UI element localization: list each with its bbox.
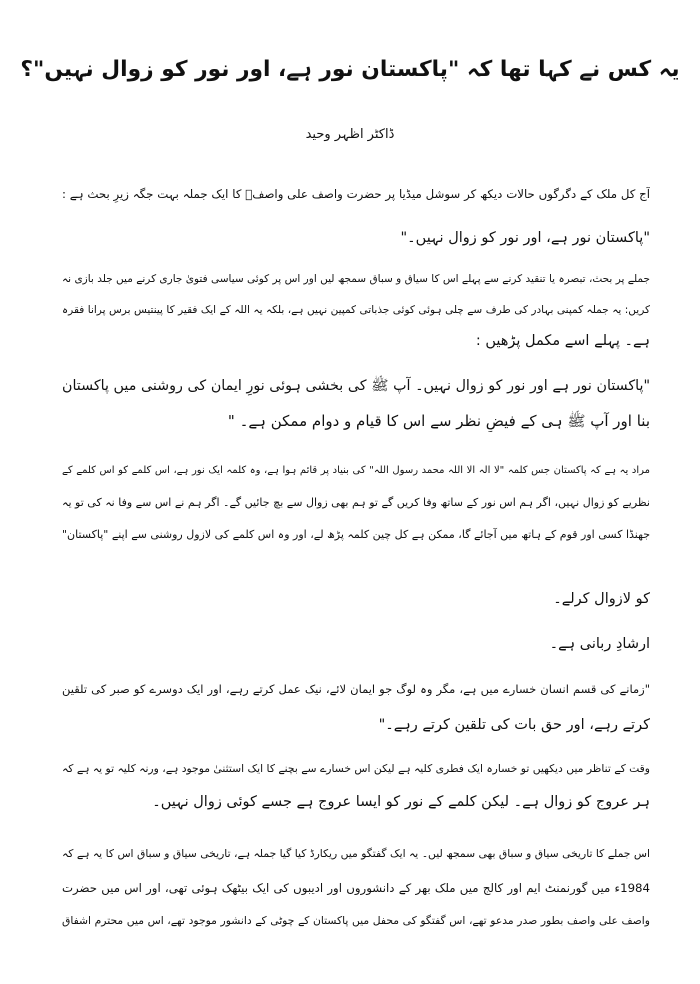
paragraph-line: جھنڈا کسی اور قوم کے ہاتھ میں آجائے گا، ممکن ہے کل چین کلمہ پڑھ لے، اور وہ اس کلمے کی لازول روشنی سے اپنے "پاکستان" bbox=[62, 528, 650, 541]
quote-line: "زمانے کی قسم انسان خسارے میں ہے، مگر وہ لوگ جو ایمان لائے، نیک عمل کرتے رہے، اور ایک دوسرے کو صبر کی تلقین bbox=[62, 682, 650, 696]
paragraph-line: اس جملے کا تاریخی سیاق و سباق بھی سمجھ لیں۔ یہ ایک گفتگو میں ریکارڈ کیا گیا جملہ ہے، تاریخی سیاق و سباق اس کا یہ ہے کہ bbox=[62, 847, 650, 860]
paragraph-line: کو لازوال کرلے۔ bbox=[553, 591, 650, 607]
paragraph-line: نظریے کو زوال نہیں، اگر ہم اس نور کے ساتھ وفا کریں گے تو ہم بھی زوال سے بچ جائیں گے۔ اگر ہم نے اس سے وفا نہ کی تو یہ bbox=[62, 496, 650, 509]
paragraph-line: ہے۔ پہلے اسے مکمل پڑھیں : bbox=[475, 333, 650, 349]
quote-line: بنا اور آپ ﷺ ہی کے فیضِ نظر سے اس کا قیام و دوام ممکن ہے۔ " bbox=[227, 412, 650, 430]
paragraph-line: وقت کے تناظر میں دیکھیں تو خسارہ ایک فطری کلیہ ہے لیکن اس خسارے سے بچنے کا ایک استثنیٰ موجود ہے، ورنہ کلیہ تو یہ ہے کہ bbox=[62, 762, 650, 775]
quote-line: "پاکستان نور ہے، اور نور کو زوال نہیں۔" bbox=[400, 230, 650, 246]
paragraph-line: کریں: یہ جملہ کمپنی بہادر کی طرف سے چلی ہوئی کوئی جذباتی کمپین نہیں ہے، بلکہ یہ اللہ کے ایک فقیر کا پینتیس برس پرانا فقرہ bbox=[62, 304, 650, 316]
article-author: ڈاکٹر اظہر وحید bbox=[305, 127, 395, 142]
paragraph-line: واصف علی واصف بطور صدر مدعو تھے، اس گفتگو کی محفل میں پاکستان کے چوٹی کے دانشور موجود تھے، اس میں محترم اشفاق bbox=[62, 914, 650, 927]
paragraph-line: ہر عروج کو زوال ہے۔ لیکن کلمے کے نور کو ایسا عروج ہے جسے کوئی زوال نہیں۔ bbox=[152, 794, 650, 810]
article-title: یہ کس نے کہا تھا کہ "پاکستان نور ہے، اور نور کو زوال نہیں"؟ bbox=[20, 57, 680, 82]
paragraph-line: مراد یہ ہے کہ پاکستان جس کلمہ "لا الہ الا اللہ محمد رسول اللہ" کی بنیاد پر قائم ہوا ہے، وہ کلمہ ایک نور ہے، اس کلمے کو اس کلمے کے bbox=[62, 465, 650, 476]
quote-line: "پاکستان نور ہے اور نور کو زوال نہیں۔ آپ ﷺ کی بخشی ہوئی نورِ ایمان کی روشنی میں پاکستان bbox=[62, 378, 650, 394]
paragraph-line: جملے پر بحث، تبصرہ یا تنقید کرنے سے پہلے اس کا سیاق و سباق سمجھ لیں اور اس پر کوئی سیاسی فتویٰ جاری کرنے میں جلد بازی نہ bbox=[62, 273, 650, 285]
paragraph-line: آج کل ملک کے دگرگوں حالات دیکھ کر سوشل میڈیا پر حضرت واصف علی واصفؒ کا ایک جملہ بہت جگہ زیرِ بحث ہے : bbox=[62, 187, 650, 201]
quote-line: کرتے رہے، اور حق بات کی تلقین کرتے رہے۔" bbox=[378, 717, 650, 733]
paragraph-line: ارشادِ ربانی ہے۔ bbox=[549, 636, 650, 652]
paragraph-line: 1984ء میں گورنمنٹ ایم اور کالج میں ملک بھر کے دانشوروں اور ادیبوں کی ایک بیٹھک ہوئی تھی، اور اس میں حضرت bbox=[62, 881, 650, 895]
